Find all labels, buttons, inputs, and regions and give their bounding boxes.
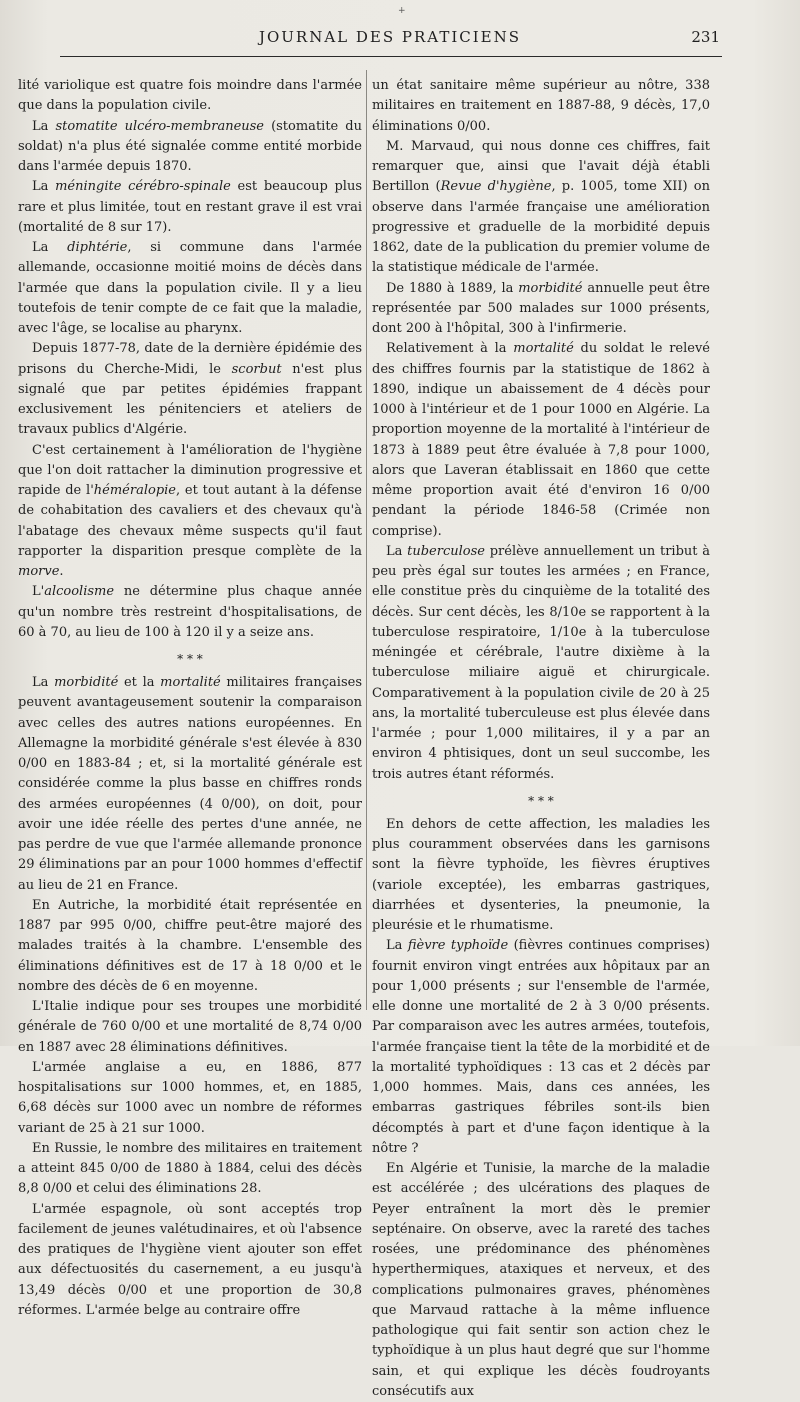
emphasis: héméralopie	[93, 483, 176, 498]
emphasis: diphtérie	[67, 240, 128, 255]
emphasis: stomatite ulcéro-membraneuse	[55, 118, 264, 134]
right-column	[372, 76, 710, 1402]
section-stars: * * *	[177, 652, 203, 666]
emphasis: alcoolisme	[44, 584, 115, 600]
emphasis: morve	[18, 564, 60, 579]
paragraph: La morbidité et la mortalité militaires françaises peuvent avantageusement soutenir la comparaison avec celles des autres nations européennes. En Allemagne la morbidité générale s'est élevée à 830 0/00 en 1883-84 ; et, si la mortalité générale est considérée comme la plus basse en chiffres ronds des armées européennes (4 0/00), on doit, pour avoir une idée réelle des pertes d'une année, ne pas perdre de vue que l'armée allemande prononce 29 éliminations par an pour 1000 hommes d'effectif au lieu de 21 en France.	[18, 675, 362, 893]
paragraph: Depuis 1877-78, date de la dernière épidémie des prisons du Cherche-Midi, le scorbut n'est plus signalé que par petites épidémies frappant exclusivement les pénitenciers et ateliers de travaux publics d'Algérie.	[18, 341, 363, 438]
emphasis: mortalité	[513, 341, 574, 357]
emphasis: méningite cérébro-spinale	[55, 179, 231, 195]
paragraph: La stomatite ulcéro-membraneuse (stomatite du soldat) n'a plus été signalée comme entité morbide dans l'armée depuis 1870.	[18, 118, 362, 174]
journal-title: JOURNAL DES PRATICIENS	[258, 28, 522, 46]
emphasis: morbidité	[54, 675, 119, 690]
paragraph: La diphtérie, si commune dans l'armée allemande, occasionne moitié moins de décès dans l'armée que dans la population civile. Il y a lieu toutefois de tenir compte de ce fait que la maladie, avec l'âge, se localise au pharynx.	[18, 240, 363, 336]
paragraph: L'armée espagnole, où sont acceptés trop facilement de jeunes valétudinaires, et où l'absence des pratiques de l'hygiène vient ajouter son effet aux défectuosités du casernement, a eu jusqu'à 13,49 décès 0/00 et une proportion de 30,8 réformes. L'armée belge au contraire offre	[18, 1201, 362, 1318]
emphasis: mortalité	[160, 675, 221, 690]
left-column	[18, 76, 362, 1321]
paragraph: La méningite cérébro-spinale est beaucoup plus rare et plus limitée, tout en restant grave il est vrai (mortalité de 8 sur 17).	[18, 179, 362, 235]
paragraph: La tuberculose prélève annuellement un tribut à peu près égal sur toutes les armées ; en France, elle constitue près du cinquième de la totalité des décès. Sur cent décès, les 8/10e se rapportent à la tuberculose respiratoire, 1/10e à la tuberculose méningée et cérébrale, l'autre dixième à la tuberculose miliaire aiguë et chirurgicale. Comparativement à la population civile de 20 à 25 ans, la mortalité tuberculeuse est plus élevée dans l'armée ; pour 1,000 militaires, il y a par an environ 4 phtisiques, dont un seul succombe, les trois autres étant réformés.	[372, 543, 710, 782]
column-divider	[366, 70, 367, 1010]
emphasis: tuberculose	[407, 543, 485, 559]
paragraph: L'armée anglaise a eu, en 1886, 877 hospitalisations sur 1000 hommes, et, en 1885, 6,68 décès sur 1000 avec un nombre de réformes variant de 25 à 21 sur 1000.	[18, 1059, 362, 1136]
paragraph: De 1880 à 1889, la morbidité annuelle peut être représentée par 500 malades sur 1000 présents, dont 200 à l'hôpital, 300 à l'infirmerie.	[372, 280, 710, 336]
paragraph: En dehors de cette affection, les maladies les plus couramment observées dans les garnisons sont la fièvre typhoïde, les fièvres éruptives (variole exceptée), les embarras gastriques, diarrhées et dysenteries, la pneumonie, la pleurésie et le rhumatisme.	[372, 816, 710, 933]
page-header	[60, 28, 720, 50]
header-rule	[60, 56, 722, 57]
paragraph: La fièvre typhoïde (fièvres continues comprises) fournit environ vingt entrées aux hôpitaux par an pour 1,000 présents ; sur l'ensemble de l'armée, elle donne une mortalité de 2 à 3 0/00 présents. Par comparaison avec les autres armées, toutefois, l'armée française tient la tête de la morbidité et de la mortalité typhoïdiques : 13 cas et 2 décès par 1,000 hommes. Mais, dans ces années, les embarras gastriques fébriles sont-ils bien décomptés à part et d'une façon identique à la nôtre ?	[372, 938, 711, 1156]
paragraph: C'est certainement à l'amélioration de l'hygiène que l'on doit rattacher la diminution progressive et rapide de l'héméralopie, et tout autant à la défense de cohabitation des cavaliers et des chevaux qu'à l'abatage des chevaux même suspects qu'il faut rapporter la disparition presque complète de la morve.	[18, 442, 362, 579]
emphasis: fièvre typhoïde	[407, 938, 509, 954]
paragraph: En Algérie et Tunisie, la marche de la maladie est accélérée ; des ulcérations des plaques de Peyer entraînent la mort dès le premier septénaire. On observe, avec la rareté des taches rosées, une prédominance des phénomènes hyperthermiques, ataxiques et nerveux, et des complications pulmonaires graves, phénomènes que Marvaud rattache à la même influence pathologique qui fait sentir son action chez le typhoïdique à un plus haut degré que sur l'homme sain, et qui explique les décès foudroyants consécutifs aux	[372, 1161, 710, 1399]
paragraph: un état sanitaire même supérieur au nôtre, 338 militaires en traitement en 1887-88, 9 décès, 17,0 éliminations 0/00.	[372, 78, 710, 134]
paragraph: M. Marvaud, qui nous donne ces chiffres, fait remarquer que, ainsi que l'avait déjà établi Bertillon (Revue d'hygiène, p. 1005, tome XII) on observe dans l'armée française une amélioration progressive et graduelle de la morbidité depuis 1862, date de la publication du premier volume de la statistique médicale de l'armée.	[372, 138, 710, 276]
emphasis: scorbut	[231, 361, 282, 377]
paragraph: lité variolique est quatre fois moindre dans l'armée que dans la population civile.	[18, 78, 362, 114]
paragraph: Relativement à la mortalité du soldat le relevé des chiffres fournis par la statistique de 1862 à 1890, indique un abaissement de 4 décès pour 1000 à l'intérieur et de 1 pour 1000 en Algérie. La proportion moyenne de la mortalité à l'intérieur de 1873 à 1889 peut être évaluée à 7,8 pour 1000, alors que Laveran établissait en 1860 que cette même proportion avait été d'environ 16 0/00 pendant la période 1846-58 (Crimée non comprise).	[372, 341, 710, 539]
paragraph: L'alcoolisme ne détermine plus chaque année qu'un nombre très restreint d'hospitalisations, de 60 à 70, au lieu de 100 à 120 il y a seize ans.	[18, 584, 362, 640]
emphasis: morbidité	[518, 280, 583, 296]
paragraph: En Autriche, la morbidité était représentée en 1887 par 995 0/00, chiffre peut-être majoré des malades traités à la chambre. L'ensemble des éliminations définitives est de 17 à 18 0/00 et le nombre des décès de 6 en moyenne.	[18, 897, 362, 994]
page-number: 231	[691, 28, 720, 46]
paragraph: L'Italie indique pour ses troupes une morbidité générale de 760 0/00 et une mortalité de 8,74 0/00 en 1887 avec 28 éliminations définitives.	[18, 999, 362, 1055]
paragraph: En Russie, le nombre des militaires en traitement a atteint 845 0/00 de 1880 à 1884, celui des décès 8,8 0/00 et celui des éliminations 28.	[18, 1140, 362, 1197]
section-stars: * * *	[528, 793, 554, 808]
top-mark: +	[398, 6, 406, 16]
emphasis: Revue d'hygiène	[440, 179, 552, 195]
